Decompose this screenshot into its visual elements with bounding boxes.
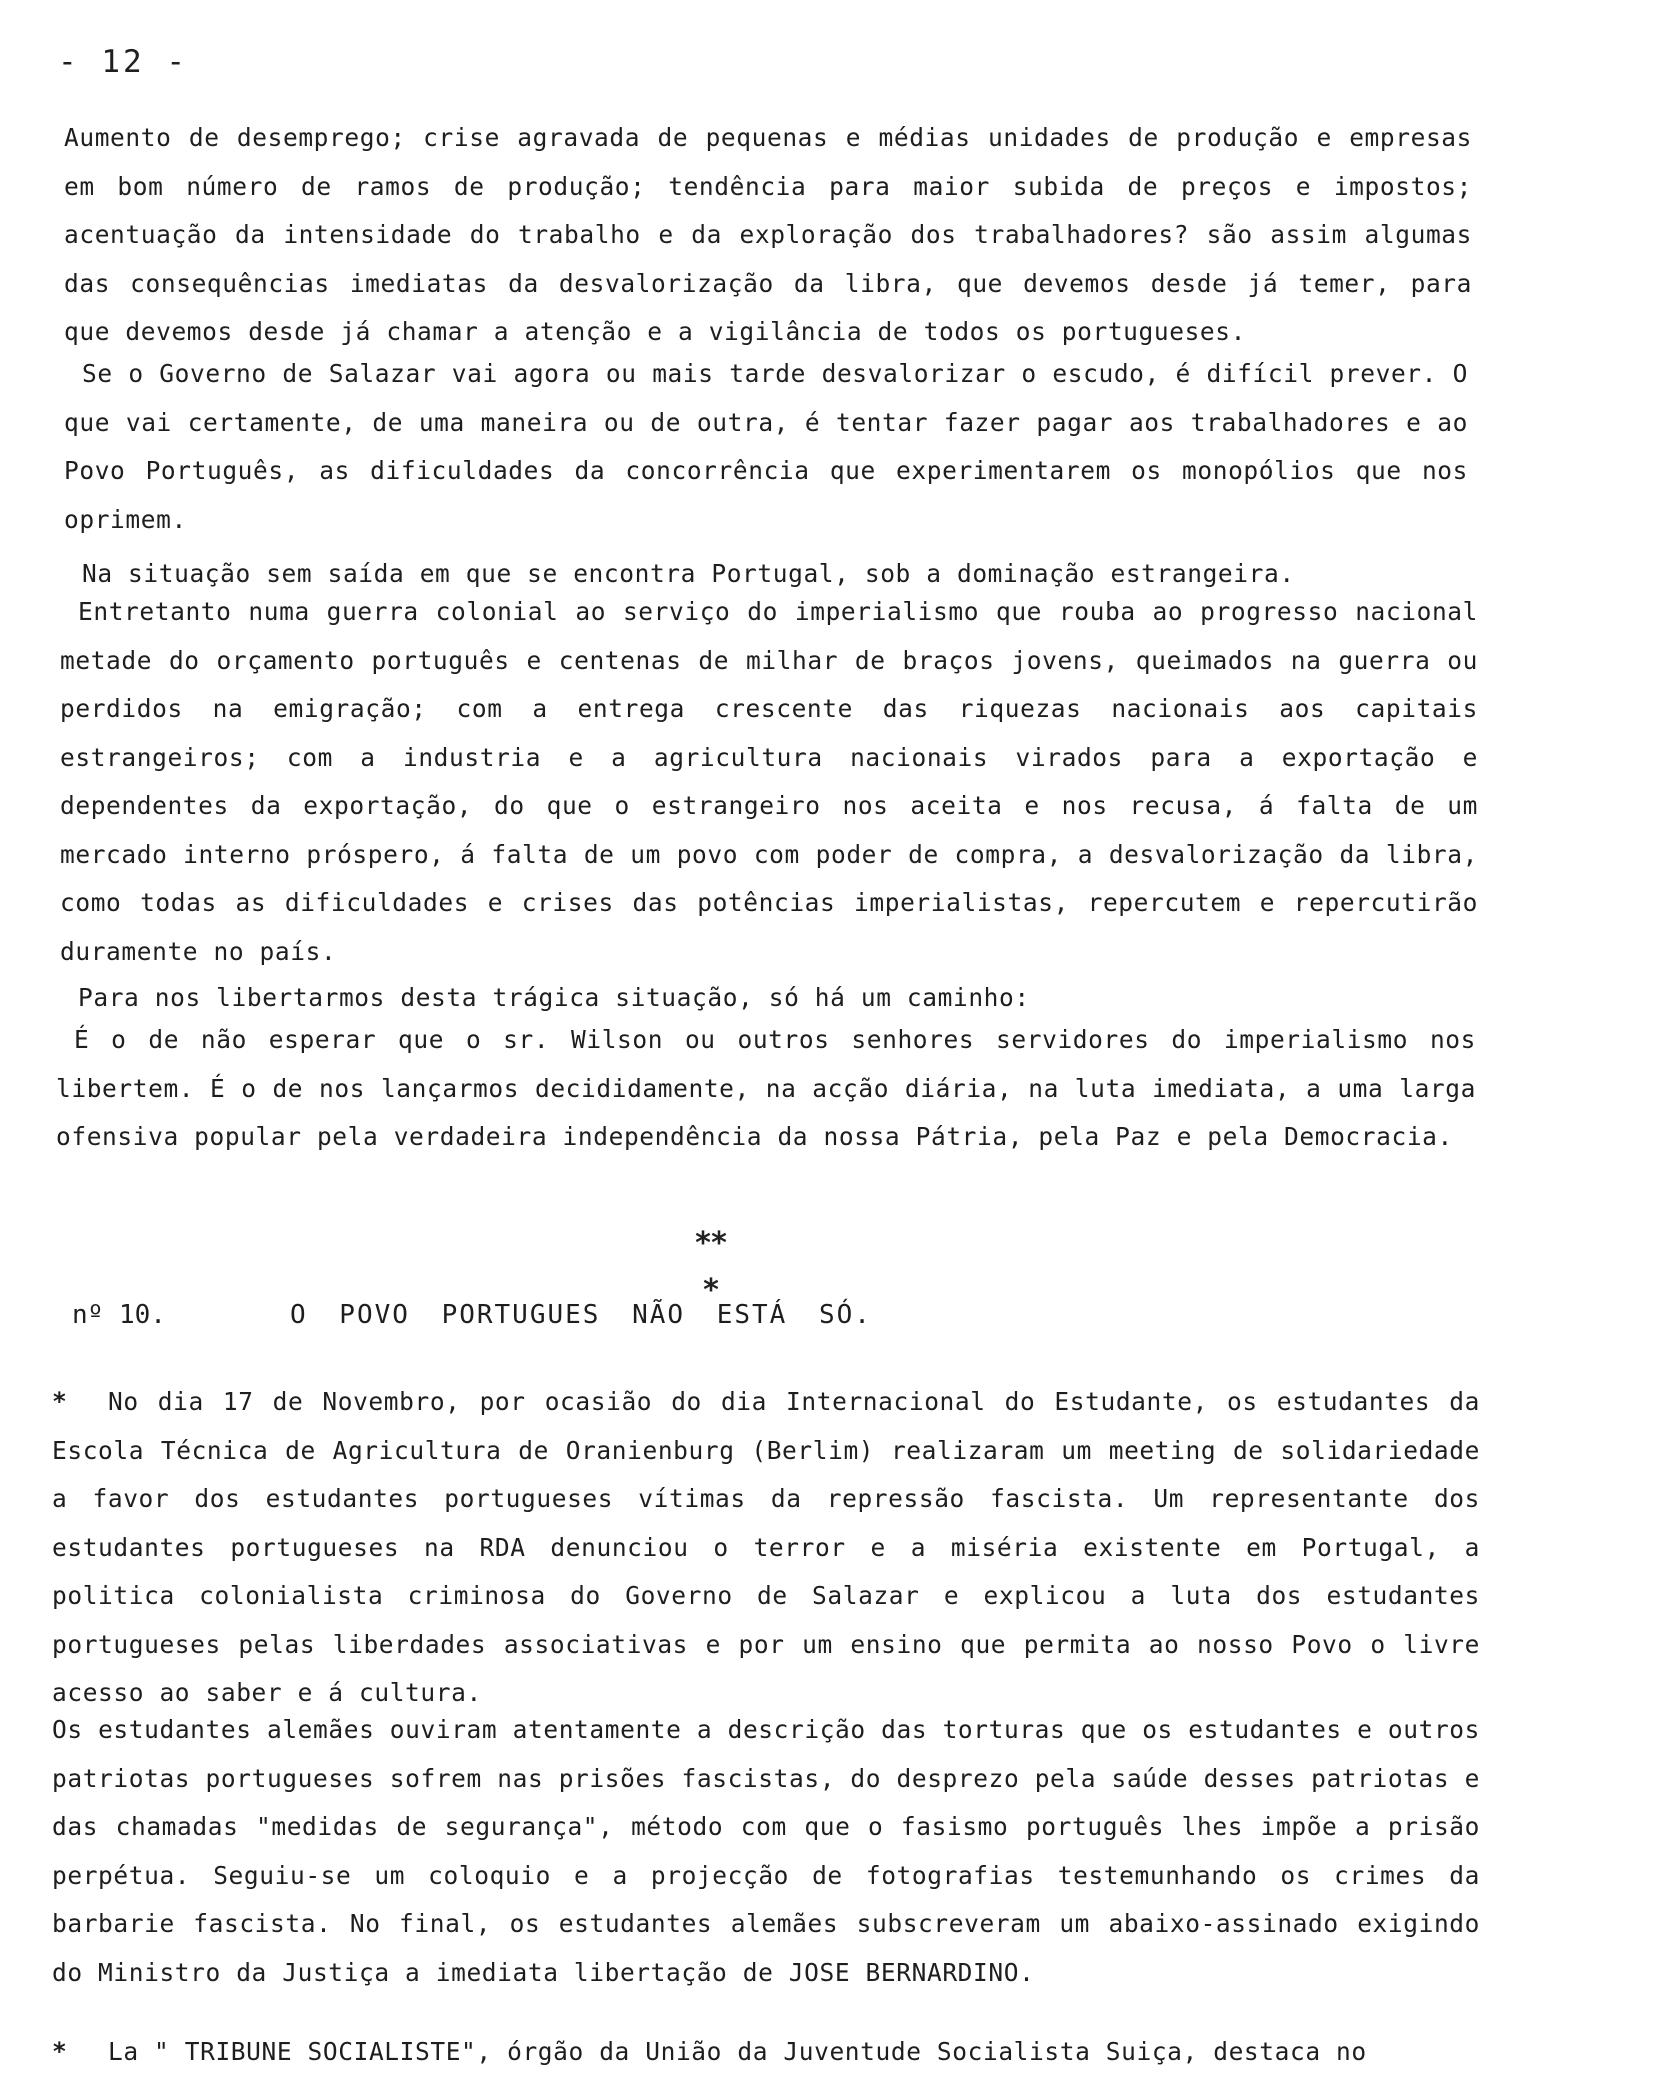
paragraph-text: É o de não esperar que o sr. Wilson ou outros senhores servidores do imperialismo nos libertem. É o de nos lançarmos decididamente, na acção diária, na luta imediata, a uma larga ofensiva popular pela verdadeira independência da nossa Pátria, pela Paz e pela Democracia. [56, 1025, 1476, 1151]
bullet-asterisk: * [52, 2037, 68, 2066]
paragraph-devaluation-effects [64, 114, 1472, 357]
paragraph-text: No dia 17 de Novembro, por ocasião do dia Internacional do Estudante, os estudantes da Escola Técnica de Agricultura de Oranienburg (Berlim) realizaram um meeting de solidariedade a favor dos estudantes portugueses vítimas da repressão fascista. Um representante dos estudantes portugueses na RDA denunciou o terror e a miséria existente em Portugal, a politica colonialista criminosa do Governo de Salazar e explicou a luta dos estudantes portugueses pelas liberdades associativas e por um ensino que permita ao nosso Povo o livre acesso ao saber e á cultura. [52, 1387, 1480, 1707]
separator-top: ** [693, 1226, 727, 1261]
paragraph-text: Aumento de desemprego; crise agravada de pequenas e médias unidades de produção e empresas em bom número de ramos de produção; tendência para maior subida de preços e impostos; acentuação da intensidade do trabalho e da exploração dos trabalhadores? são assim algumas das consequências imediatas da desvalorização da libra, que devemos desde já temer, para que devemos desde já chamar a atenção e a vigilância de todos os portugueses. [64, 123, 1472, 346]
paragraph-colonial-war [60, 588, 1478, 976]
news-item-oranienburg-continued [52, 1706, 1480, 1997]
paragraph-escudo [64, 350, 1468, 544]
section-heading [72, 1300, 1172, 1330]
page-number: - 12 - [58, 44, 188, 80]
asterism-separator [680, 1226, 740, 1308]
paragraph-text: Para nos libertarmos desta trágica situação, só há um caminho: [78, 983, 1030, 1012]
paragraph-call-to-action [56, 1016, 1476, 1162]
paragraph-text: Entretanto numa guerra colonial ao serviço do imperialismo que rouba ao progresso nacional metade do orçamento português e centenas de milhar de braços jovens, queimados na guerra ou perdidos na emigração; com a entrega crescente das riquezas nacionais aos capitais estrangeiros; com a industria e a agricultura nacionais virados para a exportação e dependentes da exportação, do que o estrangeiro nos aceita e nos recusa, á falta de um mercado interno próspero, á falta de um povo com poder de compra, a desvalorização da libra, como todas as dificuldades e crises das potências imperialistas, repercutem e repercutirão duramente no país. [60, 597, 1478, 966]
section-number: nº 10. [72, 1300, 166, 1330]
paragraph-text: Se o Governo de Salazar vai agora ou mais tarde desvalorizar o escudo, é difícil prever. O que vai certamente, de uma maneira ou de outra, é tentar fazer pagar aos trabalhadores e ao Povo Português, as dificuldades da concorrência que experimentarem os monopólios que nos oprimem. [64, 359, 1468, 534]
news-item-tribune-socialiste [52, 2028, 1476, 2077]
paragraph-text: Os estudantes alemães ouviram atentamente a descrição das torturas que os estudantes e outros patriotas portugueses sofrem nas prisões fascistas, do desprezo pela saúde desses patriotas e das chamadas "medidas de segurança", método com que o fasismo português lhes impõe a prisão perpétua. Seguiu-se um coloquio e a projecção de fotografias testemunhando os crimes da barbarie fascista. No final, os estudantes alemães subscreveram um abaixo-assinado exigindo do Ministro da Justiça a imediata libertação de JOSE BERNARDINO. [52, 1715, 1480, 1987]
separator-bottom: * [701, 1273, 719, 1308]
paragraph-text: Na situação sem saída em que se encontra Portugal, sob a dominação estrangeira. [82, 559, 1295, 588]
section-title: O POVO PORTUGUES NÃO ESTÁ SÓ. [290, 1300, 872, 1330]
bullet-asterisk: * [52, 1387, 68, 1416]
news-item-oranienburg [52, 1378, 1480, 1718]
paragraph-text: La " TRIBUNE SOCIALISTE", órgão da União da Juventude Socialista Suiça, destaca no [108, 2037, 1367, 2066]
